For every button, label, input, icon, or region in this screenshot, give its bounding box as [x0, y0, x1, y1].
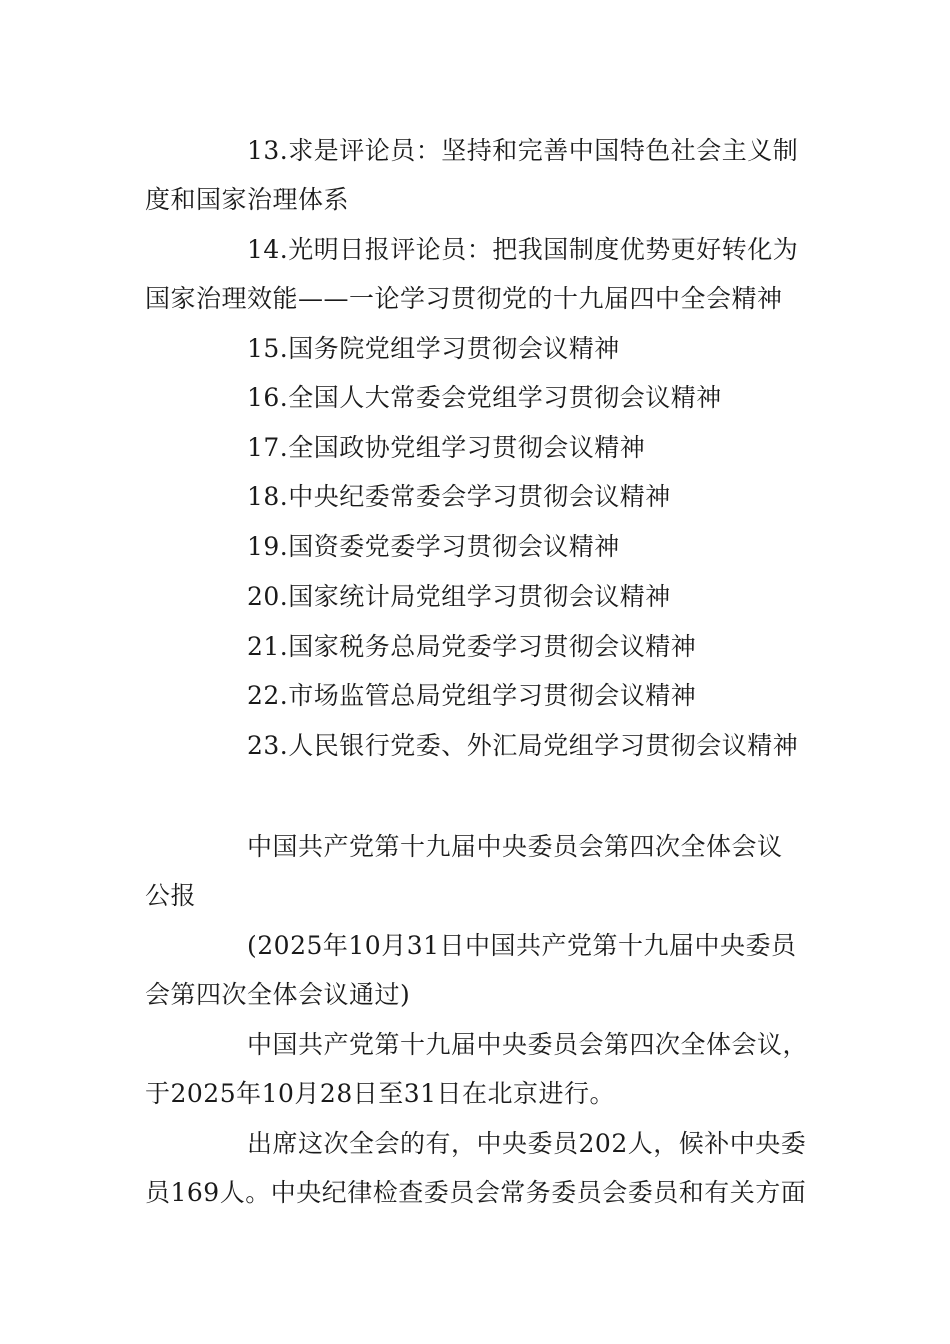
- paragraph-1-line2: 于2025年10月28日至31日在北京进行。: [145, 1079, 616, 1108]
- list-item-18: 18.中央纪委常委会学习贯彻会议精神: [247, 482, 671, 511]
- list-item-14-line1: 14.光明日报评论员：把我国制度优势更好转化为: [247, 235, 799, 264]
- communique-title-line1: 中国共产党第十九届中央委员会第四次全体会议: [247, 832, 783, 861]
- communique-title-line2: 公报: [145, 881, 197, 910]
- list-item-13-line2: 度和国家治理体系: [145, 185, 350, 214]
- list-item-15: 15.国务院党组学习贯彻会议精神: [247, 334, 620, 363]
- communique-note-line1: (2025年10月31日中国共产党第十九届中央委员: [247, 931, 797, 960]
- paragraph-2-line1: 出席这次全会的有，中央委员202人，候补中央委: [247, 1129, 807, 1158]
- communique-note-line2: 会第四次全体会议通过): [145, 980, 411, 1009]
- list-item-21: 21.国家税务总局党委学习贯彻会议精神: [247, 632, 697, 661]
- list-item-19: 19.国资委党委学习贯彻会议精神: [247, 532, 620, 561]
- list-item-13-line1: 13.求是评论员：坚持和完善中国特色社会主义制: [247, 136, 799, 165]
- list-item-16: 16.全国人大常委会党组学习贯彻会议精神: [247, 383, 722, 412]
- paragraph-1-line1: 中国共产党第十九届中央委员会第四次全体会议，: [247, 1030, 809, 1059]
- list-item-14-line2: 国家治理效能——一论学习贯彻党的十九届四中全会精神: [145, 284, 783, 313]
- paragraph-2-line2: 员169人。中央纪律检查委员会常务委员会委员和有关方面: [145, 1178, 807, 1207]
- list-item-22: 22.市场监管总局党组学习贯彻会议精神: [247, 681, 697, 710]
- list-item-23: 23.人民银行党委、外汇局党组学习贯彻会议精神: [247, 731, 799, 760]
- list-item-17: 17.全国政协党组学习贯彻会议精神: [247, 433, 646, 462]
- list-item-20: 20.国家统计局党组学习贯彻会议精神: [247, 582, 671, 611]
